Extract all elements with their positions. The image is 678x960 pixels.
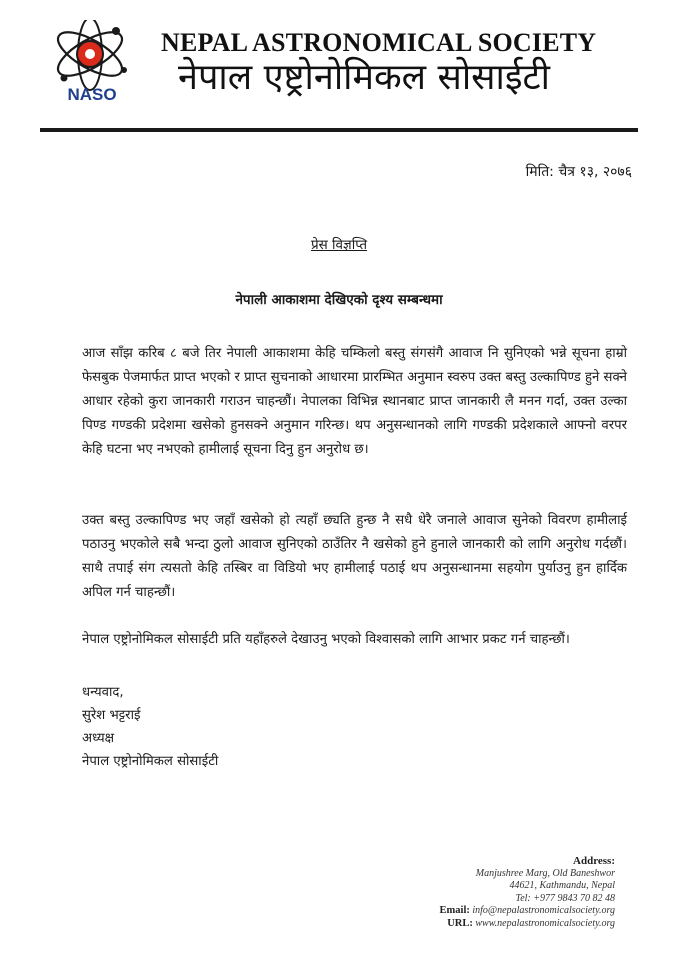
naso-emblem-icon	[44, 20, 140, 104]
address-tel: Tel: +977 9843 70 82 48	[515, 892, 615, 904]
signatory-org: नेपाल एष्ट्रोनोमिकल सोसाईटी	[82, 754, 219, 769]
url-label: URL:	[447, 917, 473, 929]
address-block	[440, 855, 615, 930]
press-release-heading	[0, 235, 678, 253]
address-line-1: Manjushree Marg, Old Baneshwor	[475, 867, 615, 879]
logo-text: NASO	[67, 85, 117, 104]
address-email-row	[440, 905, 615, 918]
signature-block	[82, 681, 218, 773]
paragraph-3: नेपाल एष्ट्रोनोमिकल सोसाईटी प्रति यहाँहरुले देखाउनु भएको विश्वासको लागि आभार प्रकट गर्न चाहन्छौं।	[82, 632, 570, 647]
signatory-title: अध्यक्ष	[82, 731, 115, 746]
address-line-2: 44621, Kathmandu, Nepal	[509, 880, 615, 891]
address-url-row	[440, 918, 615, 931]
url-link[interactable]: www.nepalastronomicalsociety.org	[475, 917, 615, 929]
subject-heading: नेपाली आकाशमा देखिएको दृश्य सम्बन्धमा	[235, 292, 443, 308]
email-label: Email:	[439, 905, 470, 916]
closing-thanks: धन्यवाद,	[82, 685, 124, 700]
org-name-nepali: नेपाल एष्ट्रोनोमिकल सोसाईटी	[178, 57, 550, 98]
date-line: मिति: चैत्र १३, २०७६	[525, 164, 632, 180]
paragraph-1: आज साँझ करिब ८ बजे तिर नेपाली आकाशमा केहि चम्किलो बस्तु संगसंगै आवाज नि सुनिएको भन्ने सूचना हाम्रो फेसबुक पेजमार्फत प्राप्त भएको र प्राप्त सुचनाको आधारमा प्रारम्भित अनुमान स्वरुप उक्त बस्तु उल्कापिण्ड हुने सक्ने आधार रहेको कुरा जानकारी गराउन चाहन्छौं। नेपालका विभिन्न स्थानबाट प्राप्त जानकारी लै मनन गर्दा, उक्त उल्का पिण्ड गण्डकी प्रदेशमा खसेको हुनसक्ने अनुमान गरिन्छ। थप अनुसन्धानको लागि गण्डकी प्रदेशकाले आफ्नो वरपर केहि घटना भए नभएको हामीलाई सूचना दिनु हुन अनुरोध छ।	[82, 346, 627, 457]
org-name-english: NEPAL ASTRONOMICAL SOCIETY	[161, 28, 597, 57]
naso-logo	[44, 20, 140, 104]
address-heading: Address:	[573, 855, 615, 867]
paragraph-2: उक्त बस्तु उल्कापिण्ड भए जहाँ खसेको हो त्यहाँ छ्यति हुन्छ नै सधै धेरै जनाले आवाज सुनेको विवरण हामीलाई पठाउनु भएकोले सबै भन्दा ठुलो आवाज सुनिएको ठाउँतिर नै खसेको हुने हुनाले जानकारी को लागि अनुरोध गर्दछौं। साथै तपाई संग त्यसतो केहि तस्बिर वा विडियो भए हामीलाई पठाई थप अनुसन्धानमा सहयोग पुर्याउनु हुन हार्दिक अपिल गर्न चाहन्छौं।	[82, 513, 627, 600]
signatory-name: सुरेश भट्टराई	[82, 708, 141, 723]
header-divider	[40, 128, 638, 132]
email-link[interactable]: info@nepalastronomicalsociety.org	[472, 905, 615, 916]
press-release-label: प्रेस विज्ञप्ति	[310, 237, 368, 253]
